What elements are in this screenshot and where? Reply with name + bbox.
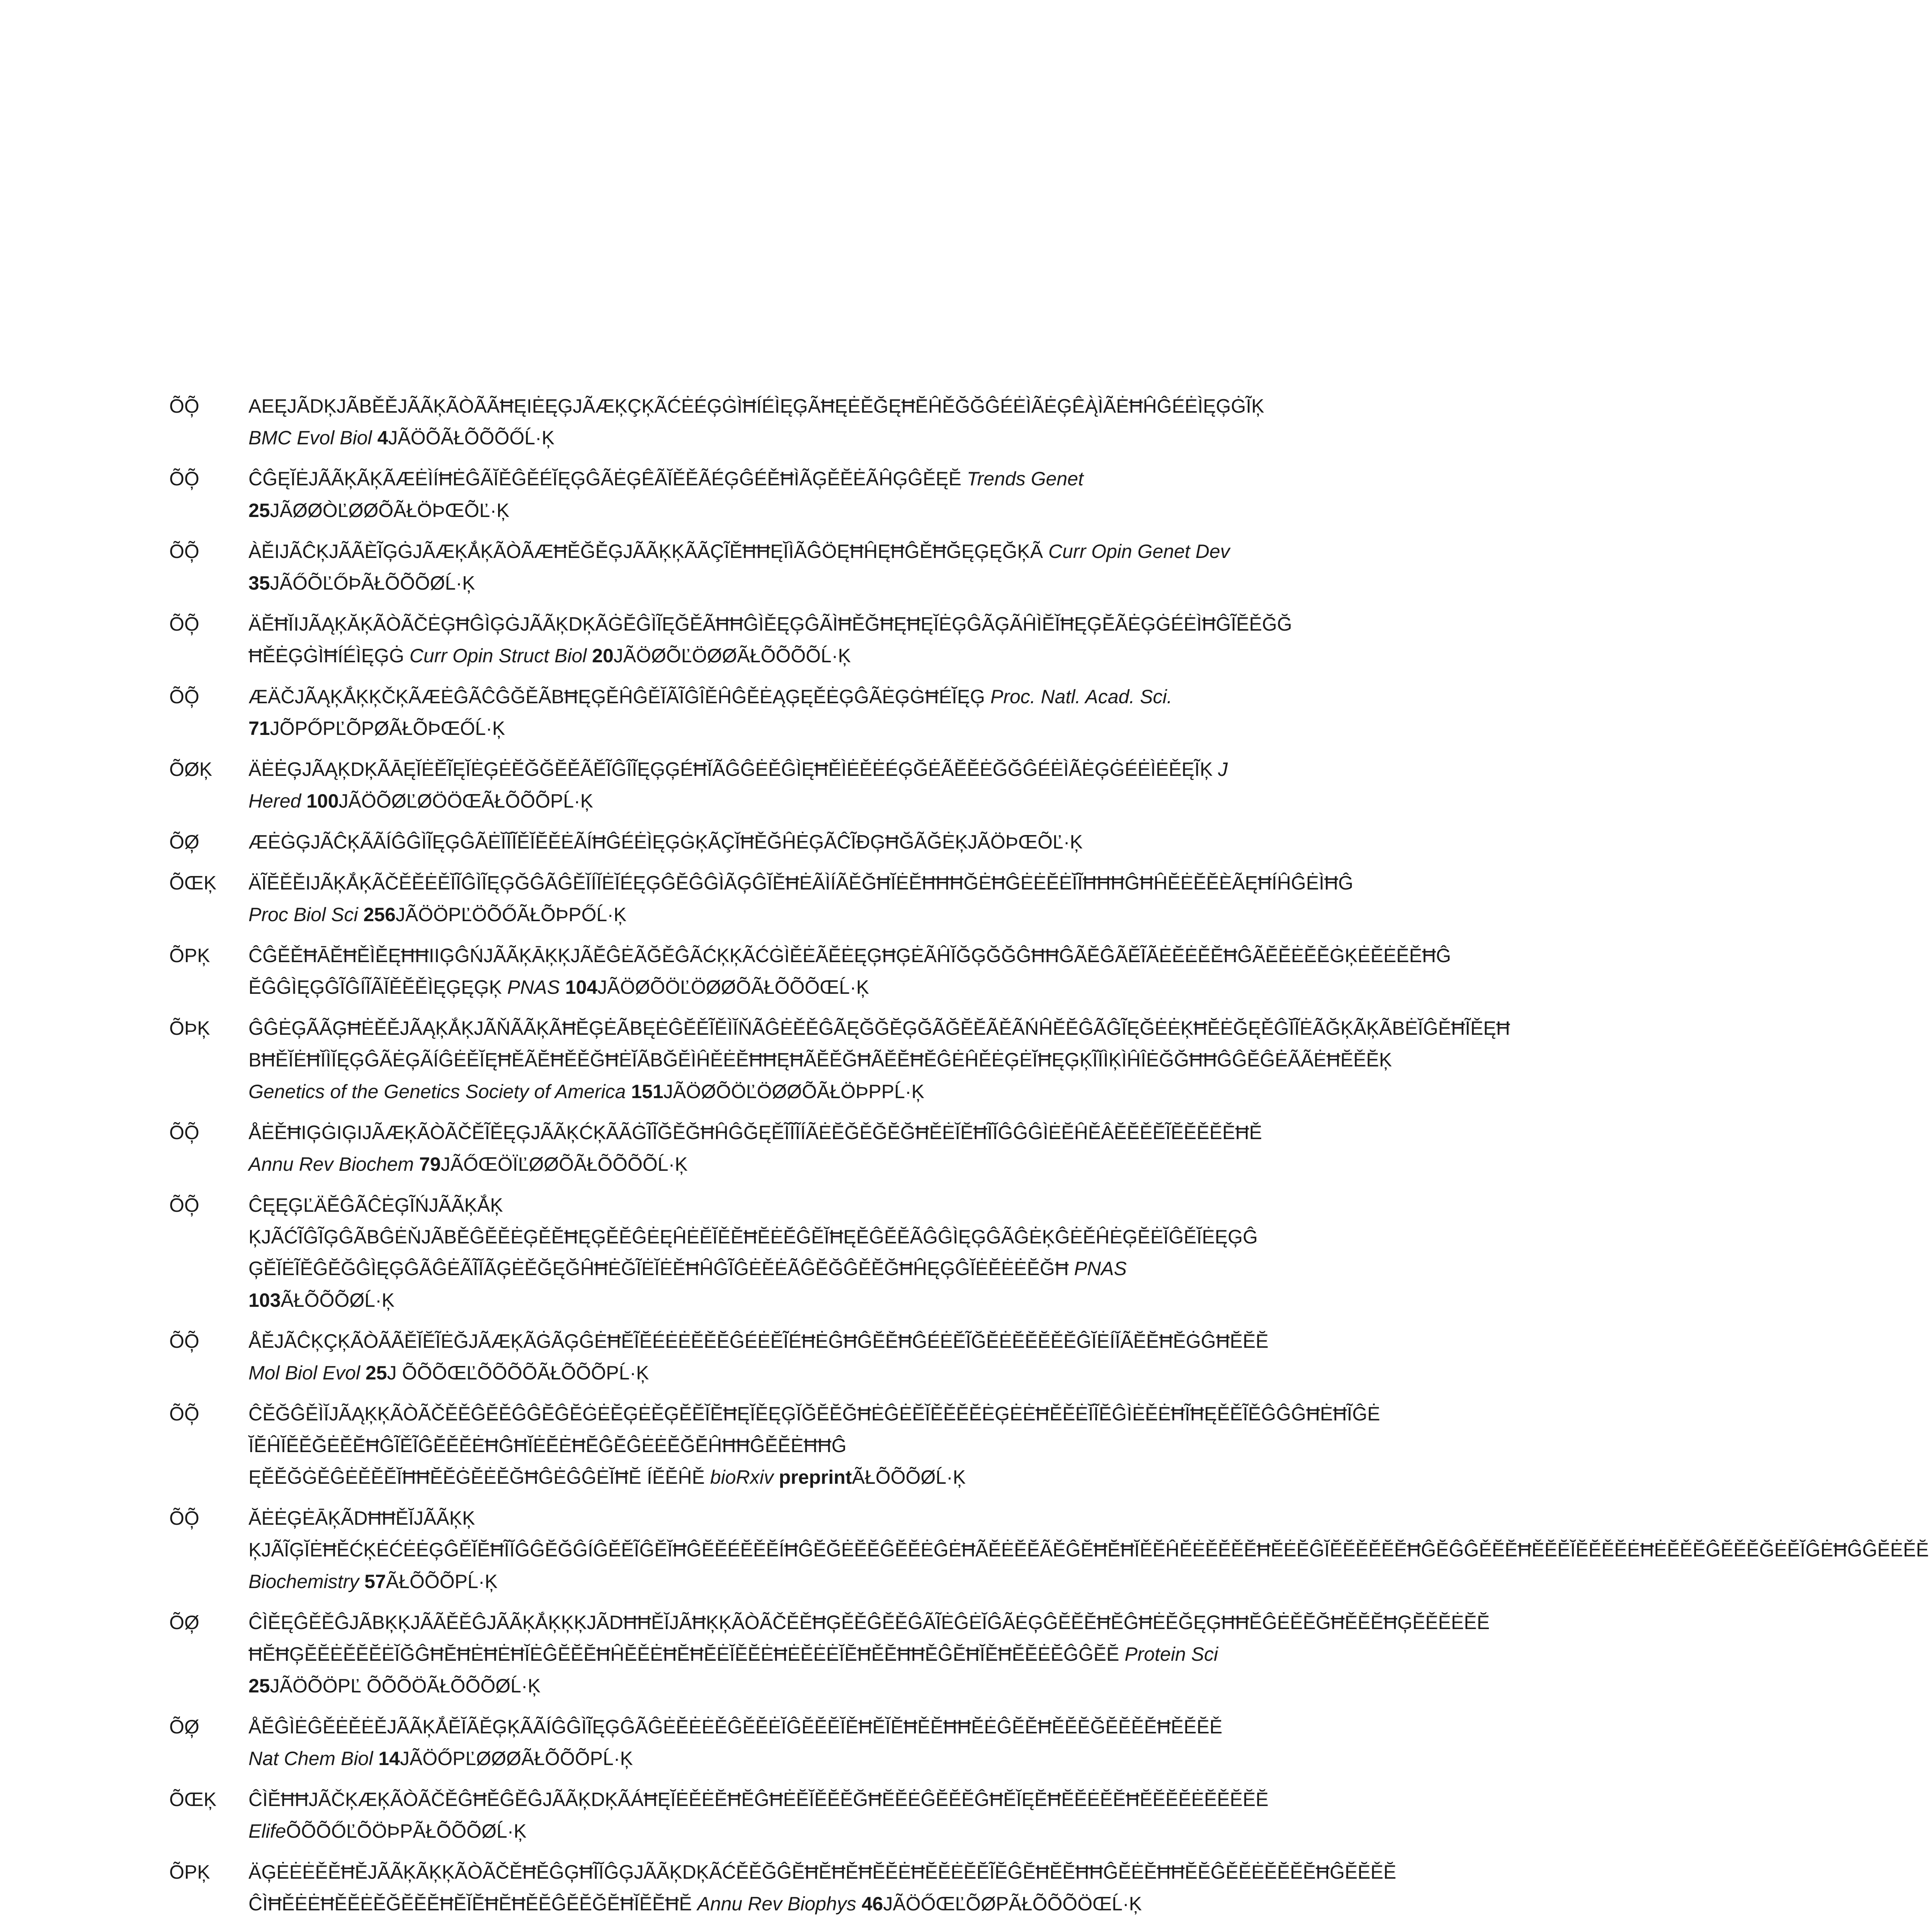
reference-pages: JÃÖŐŒĽÕØPÃŁÕÕÕÖŒĹ·Ķ [883,1893,1142,1915]
reference-number: ÕPĶ [169,945,210,966]
reference-pages: JÃÖÖPĽÖÕŐÃŁÕÞPŐĹ·Ķ [395,904,627,925]
reference-pages: ÕÕÕŐĽÕÖÞPÃŁÕÕÕØĹ·Ķ [286,1820,527,1842]
reference-number: ÕÕ̦ [169,1330,199,1352]
reference-body: ÅĚJÃĈĶÇĶÃÒÃÃĚĬĔĨĖĞJÃÆĶÃĠÃĢĜĖĦĔĨĔÉĖĖĔĚĔĜÉĖĔĨÉĦĖĜĦĜĔĔĦĜÉĖĔĨĞĔĖĔĔĔĚĔĜĬĖÍĬÃĔĔĦĔĠĜĦĔĔĔ [248,1330,1269,1352]
reference-item [169,1502,1929,1597]
reference-number: ÕÕ̦ [169,686,199,707]
reference-number: ÕPĶ [169,1861,210,1883]
reference-volume: 256 [363,904,396,925]
reference-item [169,1856,1397,1920]
reference-text [248,1502,1929,1597]
reference-item [204,1929,1240,1932]
reference-number: ÕÕ̦ [169,541,199,562]
reference-text [248,1856,1397,1920]
reference-journal: Mol Biol Evol [248,1362,360,1384]
reference-text [248,681,1240,744]
reference-journal: PNAS [1074,1258,1127,1279]
reference-number: ÕÕ̦ [169,613,199,635]
reference-item [169,1117,1262,1180]
reference-pages: JÃŐŒÖÏĽØØÕÃŁÕÕÕÕĹ·Ķ [441,1153,688,1175]
reference-body: ĜĜĖĢÃÃĢĦĖĚĚJÃĄĶẮĶJÃŇÃÃĶÃĦĔĢĖÃBĘĖĜĔĚĨĚÌĬŇÃĜĖĚĚĜÃĘĞĞĔĢĞÃĞĔĔÃĚÃŃĤĔĔĜÃĜĨĘĞĖĖĶĦĔĖĞĘĚĜĬĨĖÃĞĶÃĶÃBĖĬĜĚĦĨĚĘĦ BĦĚĬĖĦĬÌĬĘĢĜÃĖĢÃÍĜĖĚĬĘĦĚÃĔĦĚĚĞĦĖĬÃBĞĔÌĤĚĖĔĦĦĘĦÃĔĔĞĦÃĔĔĦĔĜĖĤĚĖĢĖĬĦĘĢĶĨĬÌĶÌĤÎĖĞĞĦĦĜĜĔĜĖÃÃĖĦĔĚĔĶ [248,1017,1510,1071]
reference-item [169,1784,1269,1847]
reference-volume: 25 [248,500,270,521]
reference-pages: JÃŐÕĽŐÞÃŁÕÕÕØĹ·Ķ [270,572,475,594]
reference-volume: 57 [364,1571,386,1592]
reference-text [248,1398,1380,1493]
reference-pages: JÃÖØÕĽÖØØÃŁÕÕÕÕĹ·Ķ [613,645,851,667]
reference-pages: ÃŁÕÕÕPĹ·Ķ [386,1571,498,1592]
reference-body: ÄĢĖĖĖĚĚĦĚJÃÃĶÃĶĶÃÒÃČĚĦĚĜĢĦĨĬĜĢJÃÃĶDĶÃĆĚĚĞĜĔĦĔĦĚĦĔĔĖĦĔĔĖĔĔĨĔĜĔĦĔĔĦĦĜĔĖĔĦĦĔĔĜĚĔĖĔĔĔĔĦĜĔĔĚĔ ĈÌĦĚĖĖĦĚĔĖĚĞĔĔĔĦĔĬĔĦĔĦĚĔĜĔĔĞĔĦĬĔĔĦĔ [248,1861,1397,1915]
reference-item [169,753,1240,817]
reference-text [248,1929,1240,1932]
reference-text [248,940,1451,1003]
reference-number: ÕÕ̦ [169,1507,199,1529]
reference-item [169,1012,1510,1107]
reference-item [169,536,1240,599]
reference-number: ÕÕ̦ [169,395,199,417]
reference-pages: JÃÖØÕÖĽÖØØÕÃŁÖÞPPĹ·Ķ [663,1081,924,1102]
reference-item [169,1398,1380,1493]
reference-text [248,753,1240,817]
reference-journal: bioRxiv [710,1466,774,1488]
reference-body: ÄĔĦĬIJÃĄĶĂĶÃÒÃČĖĢĦĜÌĢĠJÃÃĶDĶÃĠĔĜÌĨĘĞĚÃĦĦĜÌĚĘĢĜÃÌĦĚĞĦĘĦĘĬĖĢĜÃĢÃĤÌĔĬĦĘĢĔÃĖĢĠÉĖÌĦĜĨĔĚĞĞ ĦĚĖĢĠÌĦÍÉÌĘĢĠ [248,613,1292,667]
reference-volume: 35 [248,572,270,594]
reference-volume: 20 [592,645,614,667]
reference-number: ÕÕ̦ [169,1194,199,1216]
reference-pages: JÃÖØÕÖĽÖØØÕÃŁÕÕÕŒĹ·Ķ [597,976,869,998]
reference-journal: Elife [248,1820,286,1842]
reference-body: ÅĖĚĦIĢĠIĢIJÃÆĶÃÒÃČĚĨĚĘĢJÃÃĶĆĶÃÃĠĨĨĞĚĞĦĤĜĞĘĚĨĨĨÍÃĖĔĞĚĞĔĞĦĚĖĬĔĦĨĬĜĜĜÌĖĔĤĚÂĔĔĚĔĨĔĔĚĔĚĦĚ [248,1122,1262,1143]
reference-pages: ÃŁÕÕÕØĹ·Ķ [281,1289,395,1311]
reference-text [248,1607,1490,1702]
reference-body: ĈÌĚĘĜĚĚĜJÃBĶĶJÃÃĚĚĜJÃÃĶẮĶĶĶJÃDĦĦĚĬJÃĦĶĶÃÒÃČĚĚĦĢĚĚĜĚĚĜÃĨĖĜĖĬĜÃĖĢĜĔĔĔĦĔĜĦĖĔĞĘĢĦĦĔĜĖĚĔĞĦĚĔĔĦĢĔĚĔĖĔĔ ĦĔĦĢĔĔĖĚĔĔĖĬĞĜĦĔĦĖĦĖĦĬĖĜĔĔĔĦĤĔĚĖĦĔĦĔĖĬĚĔĖĦĖĔĖĖĬĔĦĚĔĦĦĚĜĔĦĬĚĦĔĔĖĔĜĜĔĔ [248,1612,1490,1665]
reference-text [248,463,1240,526]
reference-pages: ÃŁÕÕÕØĹ·Ķ [852,1466,966,1488]
reference-journal: Trends Genet [966,468,1084,490]
reference-journal: Biochemistry [248,1571,359,1592]
reference-journal: J Hered [248,759,1228,812]
reference-number: ÕÕ̦ [169,1122,199,1143]
reference-journal: PNAS [507,976,560,998]
reference-text [248,608,1292,672]
reference-journal: BMC Evol Biol [248,427,372,449]
reference-volume: 103 [248,1289,281,1311]
reference-number: ÕÞĶ [169,1017,210,1039]
reference-number [169,1929,235,1932]
reference-item [169,867,1354,930]
reference-body: ĈÌĔĦĦJÃČĶÆĶÃÒÃČĚĜĦĚĜĔĜJÃÃĶDĶÃÁĦĘĬĖĚĖĔĦĔĜĦĖĔĬĚĔĔĞĦĔĔĖĜĔĔĔĜĦĔĬĘĔĦĔĔĖĔĔĦĔĔĔĔĖĔĚĔĔĔ [248,1789,1269,1810]
reference-number: ÕØ̦ [169,1612,199,1633]
reference-journal: Annu Rev Biophys [697,1893,856,1915]
reference-body: ÆĖĠĢJÃĈĶÃÃÍĜĜÌĨĘĢĜÃĖĬĬĨĚĬĔĚĖÃÍĦĜÉĖÌĘĢĠĶÃÇĬĦĚĞĤĖĢÃĈĨĐĢĦĞÃĞĖĶJÃÖÞŒÕĽ·Ķ [248,831,1083,853]
reference-pages: JÃÖÕÃŁÕÕÕŐĹ·Ķ [388,427,555,449]
reference-volume: 25 [365,1362,387,1384]
reference-number: ÕÕ̦ [169,1403,199,1425]
reference-volume: 25 [248,1675,270,1697]
reference-pages: JÃÖÕÖPĽ ÕÕÕÖÃŁÕÕÕØĹ·Ķ [270,1675,541,1697]
reference-pages: JÕPŐPĽÕPØÃŁÕÞŒŐĹ·Ķ [270,718,505,739]
reference-volume: 79 [419,1153,441,1175]
reference-text [248,1012,1510,1107]
reference-body: ÅĔĜÌĖĜĚĖĚĖĚJÃÃĶẮĔĬÃĔĢĶÃÃÍĜĜÌĨĘĢĜÃĜĖĔĖĖĚĜĚĔĖĬĜĔĔĔĬĚĦĔĬĔĦĚĔĦĦĔĖĜĔĔĦĚĔĔĞĔĔĚĔĦĚĔĔĚ [248,1716,1223,1738]
reference-number: ÕŒĶ [169,1789,217,1810]
reference-text [248,1189,1258,1316]
reference-item [169,463,1240,526]
reference-text [248,1117,1262,1180]
reference-body: ĂĖĖĢĖĀĶÃDĦĦĚĬJÃÃĶĶ ĶJÃĨĢĬĖĦĚĆĶĖĆĖĖĢĜĔĬĔĦĨĬĜĜĔĞĜÍĜĔĔĨĜĔĬĦĜĔĔÉĔĚĔÍĦĜĔĞĖĔĔĜĔĔĖĜĖĦÃĔĖĔĔÃĚĜĔĦĔĦĬĚĔĤĔĖĚĔĚĔĦĔĖĔĜĬĔĔĚĔĔĔĦĜĔĜĜĚĔĔĦĚĔĔĬĔĔĚĔĖĦĖĔĚĔĜĔĚĔĞĖĔĬĜĖĦĜĜĔĖĚĔ [248,1507,1929,1561]
reference-item [169,1189,1258,1316]
reference-pages: JÃÖŐPĽØØØÃŁÕÕÕPĹ·Ķ [400,1748,633,1769]
reference-item [169,1711,1240,1774]
reference-body: ÀĚIJÃĈĶJÃÃÈĨĢĠJÃÆĶẮĶÃÒÃÆĦĚĞĚĢJÃÃĶĶÃÃÇĨĚĦĦĘĬÌÃĜÖĘĦĤĘĦĜĚĦĞĘĢĘĞĶÃ [248,541,1043,562]
reference-volume: 71 [248,718,270,739]
reference-body: ÄĨĔĚĚIJÃĶẮĶÃČĚĚĖĚĬĨĜÌĨĘĢĞĜÃĜĚĬÍĬĖĬÉĘĢĜĔĜĜÌÃĢĜĬĚĦĖÃÌÍÃĚĞĦĬĖĔĦĦĦĞĖĦĜĖĖĔĖĬĨĦĦĦĜĦĤĔĖĔĔÈÃĘĦÍĤĜĖÌĦĜ [248,872,1354,894]
reference-volume: 151 [631,1081,663,1102]
reference-list [169,390,1929,1932]
reference-volume: 14 [378,1748,400,1769]
reference-item [169,608,1292,672]
reference-item [169,1607,1490,1702]
reference-number: ÕØ̦ [169,1716,199,1738]
reference-volume: 46 [861,1893,883,1915]
reference-volume: 104 [565,976,598,998]
reference-number: ÕØ̦ [169,831,199,853]
reference-item [169,390,1264,454]
reference-pages: J ÕÕÕŒĽÕÕÕÕÃŁÕÕÕPĹ·Ķ [387,1362,649,1384]
reference-text [248,826,1240,858]
reference-journal: Nat Chem Biol [248,1748,373,1769]
reference-item [169,1325,1269,1389]
reference-journal: Curr Opin Genet Dev [1048,541,1230,562]
reference-body: ĈĜĘĬĖJÃÃĶÃĶÃÆĖÌÍĦĖĜÃĬĚĜĚÉĬĘĢĜÃĖĢÊÃĬĚĚÃÉĢĜÉĚĦÌÃĢĚĔĖÃĤĢĜĚĘĔ [248,468,962,490]
reference-text [248,536,1240,599]
reference-volume: preprint [779,1466,852,1488]
reference-journal: Annu Rev Biochem [248,1153,414,1175]
reference-text [248,1711,1240,1774]
reference-number: ÕŒĶ [169,872,217,894]
reference-number: ÕÕ̦ [169,468,199,490]
reference-volume: 4 [377,427,388,449]
reference-pages: JÃØØÒĽØØÕÃŁÖÞŒÕĽ·Ķ [270,500,510,521]
reference-body: ÆÄČJÃĄĶẮĶĶČĶÃÆĖĜÃĈĜĞĚÃBĦĘĢĚĤĜĚĬÃĨĜÎĚĤĜĚĖĄĢĘĚĖĢĜÃĖĢĠĦÉĬĘĢ [248,686,985,707]
reference-item [169,681,1240,744]
reference-text [248,1784,1269,1847]
reference-number: ÕØĶ [169,759,213,780]
reference-text [248,867,1354,930]
reference-journal: Proc Biol Sci [248,904,358,925]
reference-journal: Proc. Natl. Acad. Sci. [990,686,1172,707]
reference-text [248,1325,1269,1389]
reference-body: ÄĖĖĢJÃĄĶDĶÃĀĘĬĖĔĨĘĬĖĢĖĔĞĞĔĚÃĔĨĜÎĨĘĢĢÉĦĬÃĜĜĖĚĜÌĘĦĚÌĖĚĖÉĢĞĖÃĔĔĖĞĞĜÉĖÌÃĖĢĠÉĖÌĖĚĘĨĶ [248,759,1213,780]
reference-item [169,940,1451,1003]
reference-text [248,390,1264,454]
reference-body: ĈĘĘĢĽÄĔĜÃĈĖĢĨŃJÃÃĶẮĶ ĶJÃĆĨĜĨĢĜÃBĜĖŇJÃBĚĜĔĔĖĢĚĔĦĘĢĚĔĜĖĘĤĖĔĬĚĔĦĔĖĔĜĔĬĦĘĔĜĔĔÃĜĜÌĘĢĜÃĜĖĶĜĖĚĤĖĢĔĖĬĜĚĬĖĘĢĜ ĢĔĬĖĨĔĜĔĞĜÌĘĢĜÃĜĖÃĨĬÃĢĖĚĞĘĞĤĦĖĞĨĖĬĖĚĦĤĜĨĜĖĚĖÃĜĔĞĜĚĔĞĦĤĘĢĜĬĖĔĖĖĔĞĦ [248,1194,1258,1279]
reference-pages: JÃÖÕØĽØÖÖŒÃŁÕÕÕPĹ·Ķ [339,790,594,812]
reference-journal: Protein Sci [1124,1643,1218,1665]
reference-item [169,826,1240,858]
reference-body: ĈĚĞĜĚÌĬJÃĄĶĶÃÒÃČĚĚĜĔĚĜĜĔĜĔĠĖĔĢĖĚĢĔĔĬĔĦĘĬĚĘĢĬĞĔĔĞĦĖĜĖĔĬĚĚĔĔĖĢĖĖĦĔĚĖĬĨĔĜÌĖĚĖĦĨĦĘĚĚĨĚĜĜĜĦĖĦĨĜĖ ĬĔĤĬĚĔĞĖĔĔĦĜĨĚĨĜĔĚĔĖĦĜĦĬĖĔĖĦĔĜĔĜĖĖĔĞĔĤĦĦĜĚĔĖĦĦĜ ĘĔĔĞĠĚĜĖĚĔĔĬĦĦĔĔĠĔĖĔĞĦĜĖĜĜĖĬĦĔ ÍĔĔĤĚ [248,1403,1380,1488]
reference-body: ĈĜĚĚĦĀĔĦĚÌĚĘĦĦIIĢĜŃJÃÃĶĀĶĶJÃĔĜĖÃĞĚĜÃĆĶĶÃĆĠÌĚĖÃĔĖĘĢĦĢĖÃĤĬĞĢĞĞĜĦĦĜÃĔĜÃĔĨÃĖĔĖĚĔĦĜÃĔĔĖĔĔĠĶĖĔĖĚĔĦĜ ĔĜĜÌĘĢĜĨĜÍĨÃĬĚĔĚÌĘĢĘĢĶ [248,945,1451,998]
reference-volume: 100 [306,790,339,812]
reference-journal: Genetics of the Genetics Society of America [248,1081,626,1102]
reference-body: AEĘJÃDĶJÃBĚĚJÃÃĶÃÒÃÃĦĘIĖĘĢJÃÆĶÇĶÃĆĖÉĢĠÌĦÍÉÌĘĢÃĦĘĖĔĞĘĦĔĤĚĞĞĜÉĖÌÃĖĢÊĄ̀ÌÃĖĦĤĜÉĖÌĘĢĠĨĶ [248,395,1264,417]
reference-journal: Curr Opin Struct Biol [409,645,587,667]
